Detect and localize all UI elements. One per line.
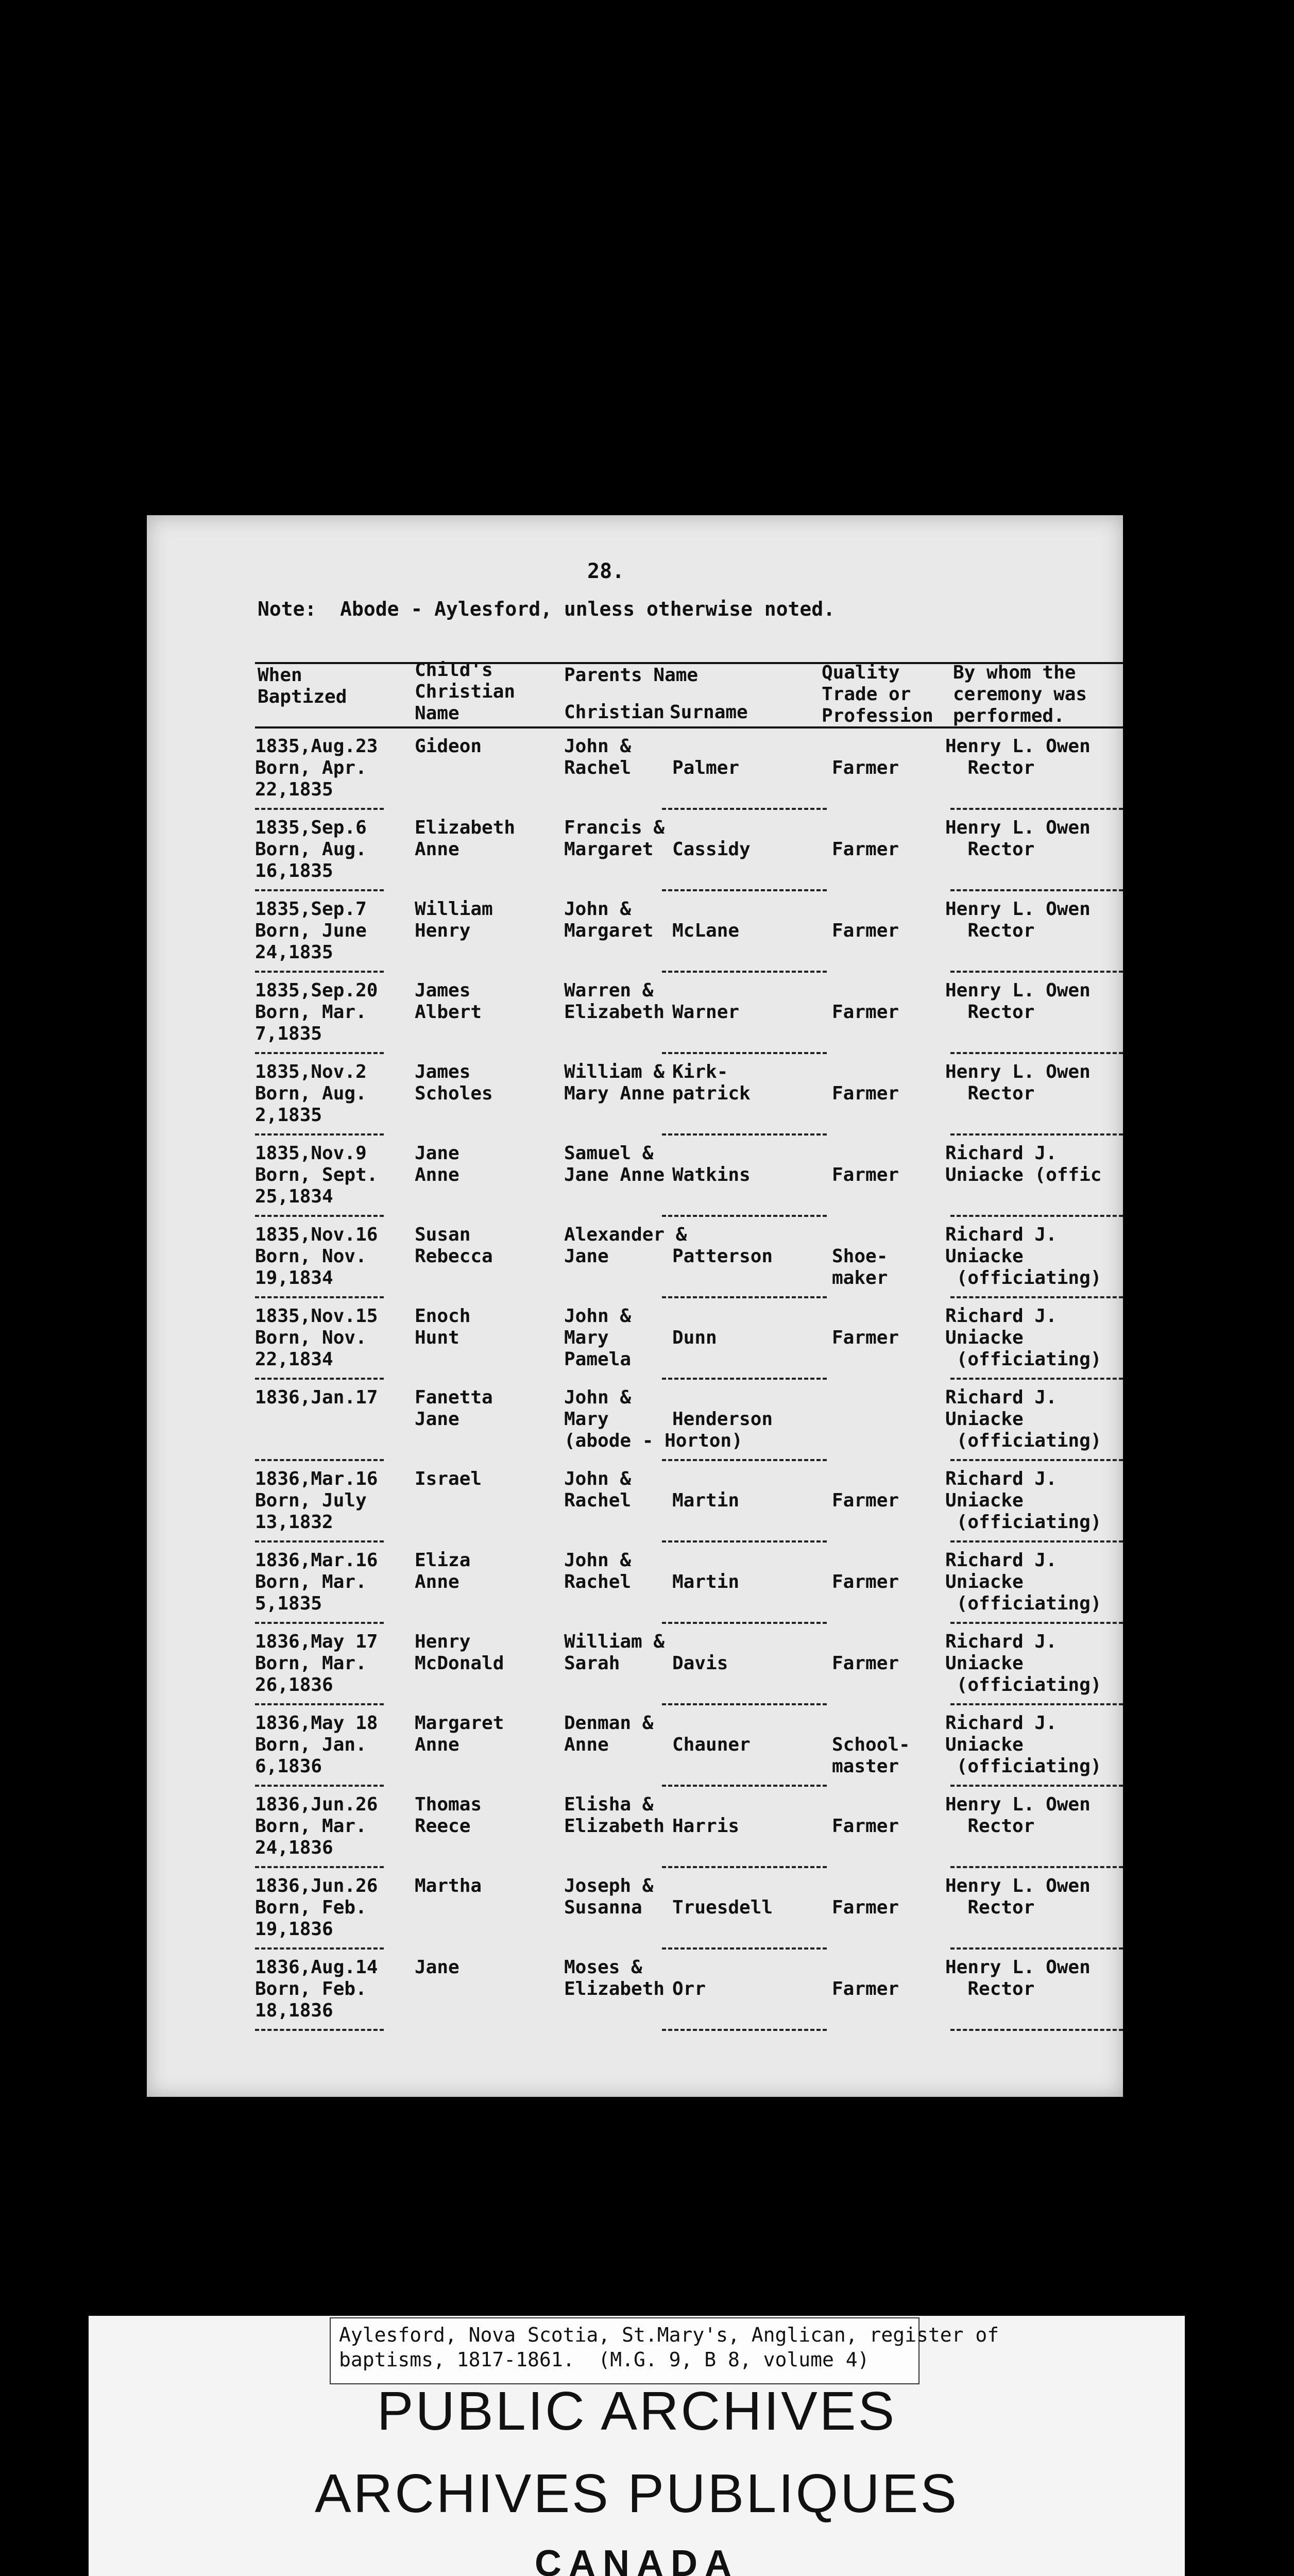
cell-surname: Warner <box>672 1002 740 1023</box>
cell-parent-christian: John & Mary (abode - Horton) <box>564 1387 743 1451</box>
cell-surname: Patterson <box>672 1246 773 1267</box>
row-underline <box>950 1622 1123 1624</box>
cell-when: 1836,Mar.16 Born, Mar. 5,1835 <box>255 1550 378 1614</box>
cell-quality: School- master <box>832 1734 910 1777</box>
cell-child-name: Thomas Reece <box>415 1794 482 1837</box>
cell-when: 1835,Nov.9 Born, Sept. 25,1834 <box>255 1143 378 1207</box>
cell-when: 1836,Jun.26 Born, Feb. 19,1836 <box>255 1875 378 1940</box>
row-underline <box>950 1378 1123 1380</box>
cell-performed-by: Henry L. Owen Rector <box>945 980 1091 1023</box>
row-underline <box>255 971 384 973</box>
cell-when: 1835,Nov.15 Born, Nov. 22,1834 <box>255 1306 378 1370</box>
cell-child-name: Elizabeth Anne <box>415 817 516 860</box>
baptism-row <box>147 1061 1123 1143</box>
baptism-row <box>147 1631 1123 1713</box>
cell-performed-by: Henry L. Owen Rector <box>945 1794 1091 1837</box>
row-underline <box>255 1703 384 1705</box>
baptism-row <box>147 1794 1123 1875</box>
cell-parent-christian: William & Sarah <box>564 1631 665 1674</box>
cell-surname: Watkins <box>672 1164 751 1185</box>
cell-parent-christian: Moses & Elizabeth <box>564 1957 665 1999</box>
cell-performed-by: Richard J. Uniacke (officiating) <box>945 1631 1102 1696</box>
cell-quality: Shoe- maker <box>832 1246 888 1289</box>
cell-surname: Cassidy <box>672 839 751 860</box>
cell-performed-by: Henry L. Owen Rector <box>945 1875 1091 1918</box>
row-underline <box>950 1866 1123 1868</box>
cell-child-name: Henry McDonald <box>415 1631 504 1674</box>
cell-when: 1836,Jun.26 Born, Mar. 24,1836 <box>255 1794 378 1858</box>
cell-performed-by: Richard J. Uniacke (officiating) <box>945 1306 1102 1370</box>
row-underline <box>662 1866 827 1868</box>
header-when-baptized: When Baptized <box>258 665 347 707</box>
cell-when: 1835,Nov.16 Born, Nov. 19,1834 <box>255 1224 378 1289</box>
cell-parent-christian: John & Rachel <box>564 736 632 778</box>
row-underline <box>255 1459 384 1461</box>
row-underline <box>255 1296 384 1298</box>
cell-parent-christian: Francis & Margaret <box>564 817 665 860</box>
header-parents-name: Parents Name <box>564 665 699 686</box>
row-underline <box>662 1133 827 1136</box>
cell-quality: Farmer <box>832 1897 899 1918</box>
baptism-row <box>147 1387 1123 1468</box>
cell-parent-christian: John & Rachel <box>564 1468 632 1511</box>
row-underline <box>662 2029 827 2031</box>
row-underline <box>662 971 827 973</box>
cell-when: 1836,Aug.14 Born, Feb. 18,1836 <box>255 1957 378 2021</box>
baptism-row <box>147 1224 1123 1306</box>
public-archives-title: PUBLIC ARCHIVES <box>377 2381 897 2442</box>
cell-surname: Martin <box>672 1490 740 1511</box>
cell-surname: Dunn <box>672 1327 717 1348</box>
cell-parent-christian: Denman & Anne <box>564 1713 654 1755</box>
cell-surname: Martin <box>672 1571 740 1592</box>
cell-performed-by: Richard J. Uniacke (officiating) <box>945 1468 1102 1533</box>
cell-quality: Farmer <box>832 1002 899 1023</box>
cell-parent-christian: John & Margaret <box>564 899 654 941</box>
row-underline <box>255 1215 384 1217</box>
row-underline <box>255 889 384 891</box>
cell-quality: Farmer <box>832 1571 899 1592</box>
cell-performed-by: Richard J. Uniacke (officiating) <box>945 1550 1102 1614</box>
cell-when: 1835,Nov.2 Born, Aug. 2,1835 <box>255 1061 367 1126</box>
row-underline <box>255 1785 384 1787</box>
cell-when: 1836,Jan.17 <box>255 1387 378 1408</box>
cell-child-name: Gideon <box>415 736 482 757</box>
row-underline <box>662 1785 827 1787</box>
header-bottom-rule <box>255 726 1123 728</box>
cell-quality: Farmer <box>832 1816 899 1837</box>
row-underline <box>255 808 384 810</box>
page-number: 28. <box>587 560 625 583</box>
cell-performed-by: Richard J. Uniacke (officiating) <box>945 1387 1102 1451</box>
cell-child-name: Margaret Anne <box>415 1713 504 1755</box>
archives-publiques-title: ARCHIVES PUBLIQUES <box>314 2463 959 2524</box>
row-underline <box>255 2029 384 2031</box>
baptism-row <box>147 1143 1123 1224</box>
abode-note: Note: Abode - Aylesford, unless otherwise noted. <box>258 598 836 620</box>
cell-surname: Kirk- patrick <box>672 1061 751 1104</box>
row-underline <box>950 2029 1123 2031</box>
cell-child-name: Jane <box>415 1957 459 1978</box>
canada-title: CANADA <box>535 2543 739 2576</box>
cell-performed-by: Henry L. Owen Rector <box>945 899 1091 941</box>
cell-quality: Farmer <box>832 1490 899 1511</box>
cell-child-name: Israel <box>415 1468 482 1489</box>
row-underline <box>255 1540 384 1543</box>
row-underline <box>255 1133 384 1136</box>
cell-quality: Farmer <box>832 1164 899 1185</box>
cell-parent-christian: Elisha & Elizabeth <box>564 1794 665 1837</box>
register-label: Aylesford, Nova Scotia, St.Mary's, Anglican, register baptisms, 1817-1861. (M.G. 9, B 8, volume 4) <box>330 2317 920 2384</box>
cell-when: 1835,Sep.7 Born, June 24,1835 <box>255 899 367 963</box>
cell-surname: Davis <box>672 1653 728 1674</box>
cell-quality: Farmer <box>832 1327 899 1348</box>
row-underline <box>950 971 1123 973</box>
row-underline <box>950 1052 1123 1054</box>
cell-parent-christian: Joseph & Susanna <box>564 1875 654 1918</box>
header-quality-trade: Quality Trade or Profession <box>822 662 933 726</box>
row-underline <box>662 1296 827 1298</box>
row-underline <box>950 1703 1123 1705</box>
baptism-row <box>147 1875 1123 1957</box>
cell-child-name: Martha <box>415 1875 482 1896</box>
cell-quality: Farmer <box>832 757 899 778</box>
cell-performed-by: Henry L. Owen Rector <box>945 1061 1091 1104</box>
cell-when: 1836,May 17 Born, Mar. 26,1836 <box>255 1631 378 1696</box>
baptism-row <box>147 1957 1123 2038</box>
row-underline <box>255 1622 384 1624</box>
cell-surname: Henderson <box>672 1409 773 1430</box>
cell-parent-christian: Samuel & Jane Anne <box>564 1143 665 1185</box>
row-underline <box>662 1703 827 1705</box>
row-underline <box>662 1947 827 1950</box>
cell-performed-by: Henry L. Owen Rector <box>945 1957 1091 1999</box>
header-performed-by: By whom the ceremony was performed. <box>953 662 1087 726</box>
cell-surname: Palmer <box>672 757 740 778</box>
cell-quality: Farmer <box>832 1653 899 1674</box>
baptism-row <box>147 1468 1123 1550</box>
cell-child-name: Susan Rebecca <box>415 1224 493 1267</box>
row-underline <box>255 1947 384 1950</box>
register-page <box>147 515 1123 2097</box>
row-underline <box>255 1866 384 1868</box>
cell-child-name: James Scholes <box>415 1061 493 1104</box>
row-underline <box>662 1215 827 1217</box>
row-underline <box>662 1459 827 1461</box>
header-christian: Christian <box>564 702 665 723</box>
header-surname: Surname <box>670 702 748 723</box>
row-underline <box>950 1133 1123 1136</box>
baptism-row <box>147 1713 1123 1794</box>
row-underline <box>662 1540 827 1543</box>
row-underline <box>950 889 1123 891</box>
row-underline <box>950 1215 1123 1217</box>
cell-parent-christian: Alexander & Jane <box>564 1224 687 1267</box>
cell-child-name: William Henry <box>415 899 493 941</box>
baptism-row <box>147 736 1123 817</box>
row-underline <box>950 1540 1123 1543</box>
cell-performed-by: Richard J. Uniacke (officiating) <box>945 1713 1102 1777</box>
cell-when: 1836,Mar.16 Born, July 13,1832 <box>255 1468 378 1533</box>
cell-child-name: Eliza Anne <box>415 1550 471 1592</box>
row-underline <box>950 1785 1123 1787</box>
cell-parent-christian: John & Mary Pamela <box>564 1306 632 1370</box>
row-underline <box>950 1459 1123 1461</box>
cell-child-name: Fanetta Jane <box>415 1387 493 1430</box>
baptism-row <box>147 899 1123 980</box>
cell-surname: Chauner <box>672 1734 751 1755</box>
cell-when: 1835,Sep.20 Born, Mar. 7,1835 <box>255 980 378 1044</box>
row-underline <box>662 1378 827 1380</box>
row-underline <box>662 1052 827 1054</box>
baptism-row <box>147 817 1123 899</box>
cell-surname: McLane <box>672 920 740 941</box>
cell-quality: Farmer <box>832 839 899 860</box>
row-underline <box>662 808 827 810</box>
cell-surname: Truesdell <box>672 1897 773 1918</box>
row-underline <box>662 889 827 891</box>
cell-quality: Farmer <box>832 920 899 941</box>
cell-when: 1836,May 18 Born, Jan. 6,1836 <box>255 1713 378 1777</box>
cell-performed-by: Henry L. Owen Rector <box>945 817 1091 860</box>
cell-parent-christian: William & Mary Anne <box>564 1061 665 1104</box>
cell-child-name: Jane Anne <box>415 1143 459 1185</box>
row-underline <box>255 1378 384 1380</box>
row-underline <box>950 808 1123 810</box>
cell-child-name: James Albert <box>415 980 482 1023</box>
cell-parent-christian: Warren & Elizabeth <box>564 980 665 1023</box>
header-child-name: Child's Christian Name <box>415 659 516 724</box>
cell-child-name: Enoch Hunt <box>415 1306 471 1348</box>
row-underline <box>255 1052 384 1054</box>
cell-surname: Harris <box>672 1816 740 1837</box>
row-underline <box>662 1622 827 1624</box>
cell-quality: Farmer <box>832 1978 899 1999</box>
baptism-row <box>147 1550 1123 1631</box>
cell-surname: Orr <box>672 1978 706 1999</box>
cell-performed-by: Richard J. Uniacke (officiating) <box>945 1224 1102 1289</box>
cell-parent-christian: John & Rachel <box>564 1550 632 1592</box>
cell-performed-by: Richard J. Uniacke (offic <box>945 1143 1102 1185</box>
cell-when: 1835,Sep.6 Born, Aug. 16,1835 <box>255 817 367 882</box>
row-underline <box>950 1947 1123 1950</box>
row-underline <box>950 1296 1123 1298</box>
cell-performed-by: Henry L. Owen Rector <box>945 736 1091 778</box>
baptism-row <box>147 980 1123 1061</box>
cell-when: 1835,Aug.23 Born, Apr. 22,1835 <box>255 736 378 800</box>
baptism-row <box>147 1306 1123 1387</box>
cell-quality: Farmer <box>832 1083 899 1104</box>
